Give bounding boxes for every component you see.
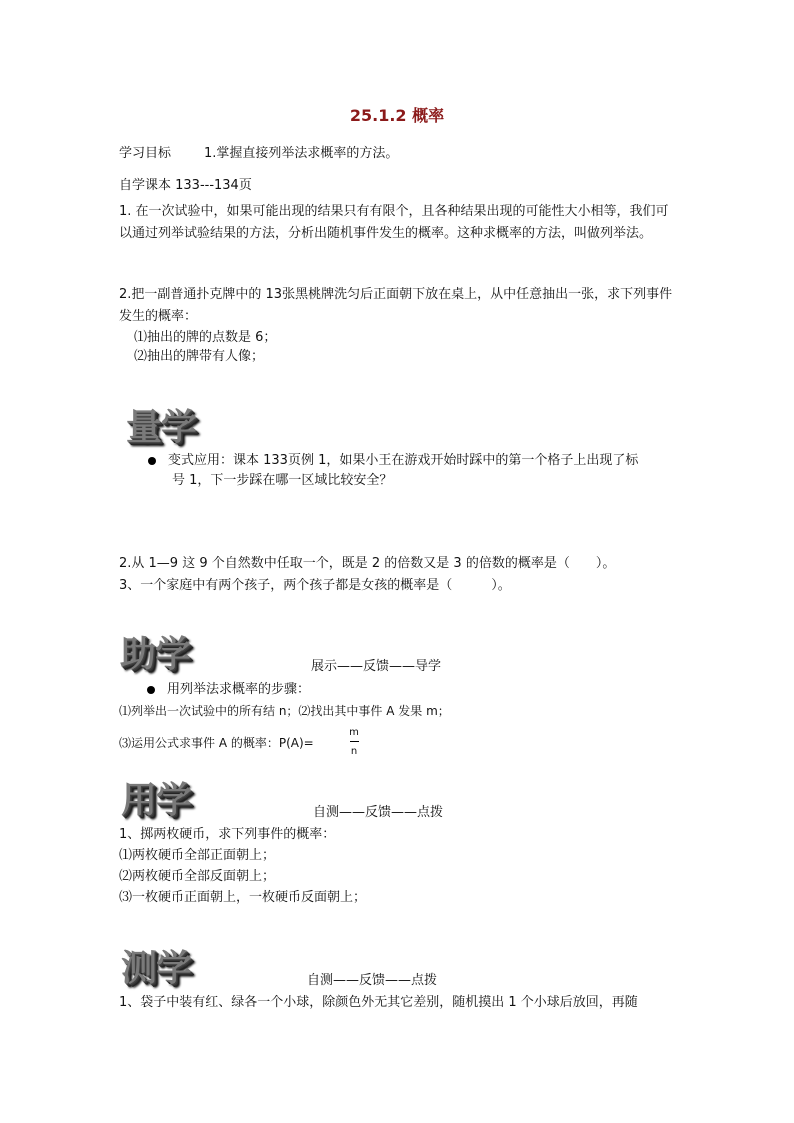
steps-line-3: ⑶运用公式求事件 A 的概率：P(A)=	[119, 736, 314, 750]
question-2-text: 2.把一副普通扑克牌中的 13张黑桃牌洗匀后正面朝下放在桌上，从中任意抽出一张，求下列事件发生的概率：	[119, 287, 673, 324]
yongxue-subtitle: 自测——反馈——点拨	[313, 805, 444, 820]
steps-intro: 用列举法求概率的步骤：	[167, 682, 311, 697]
coin-item-1: ⑴两枚硬币全部正面朝上；	[119, 848, 276, 863]
section-heading-yongxue: 用学	[121, 779, 192, 821]
question-2-item-1: ⑴抽出的牌的点数是 6；	[134, 330, 277, 345]
cexue-subtitle: 自测——反馈——点拨	[307, 973, 438, 988]
goal-label: 学习目标	[119, 146, 172, 161]
fraction-bar	[350, 741, 359, 742]
definition-paragraph: 1. 在一次试验中，如果可能出现的结果只有有限个，且各种结果出现的可能性大小相等，我们可以通过列举试验结果的方法，分析出随机事件发生的概率。这种求概率的方法，叫做列举法。	[119, 204, 669, 241]
goal-text: 1.掌握直接列举法求概率的方法。	[204, 146, 399, 161]
variant-question-line-2: 号 1，下一步踩在哪一区域比较安全？	[172, 473, 393, 488]
self-study-range: 自学课本 133---134页	[119, 178, 252, 193]
page-title: 25.1.2 概率	[349, 106, 445, 125]
bullet-icon	[147, 686, 155, 694]
coin-item-2: ⑵两枚硬币全部反面朝上；	[119, 869, 276, 884]
section-heading-cexue: 测学	[121, 947, 192, 989]
steps-line-1: ⑴列举出一次试验中的所有结 n；⑵找出其中事件 A 发果 m；	[119, 704, 450, 718]
zhuxue-subtitle: 展示——反馈——导学	[311, 659, 442, 674]
coin-question: 1、掷两枚硬币，求下列事件的概率：	[119, 827, 336, 842]
bullet-icon	[148, 457, 156, 465]
question-2-item-2: ⑵抽出的牌带有人像；	[134, 349, 265, 364]
ball-question: 1、袋子中装有红、绿各一个小球，除颜色外无其它差别，随机摸出 1 个小球后放回，再随	[119, 995, 638, 1010]
fraction-numerator: m	[349, 727, 359, 738]
probability-question-3: 3、一个家庭中有两个孩子，两个孩子都是女孩的概率是（ ）。	[119, 578, 511, 593]
coin-item-3: ⑶一枚硬币正面朝上，一枚硬币反面朝上；	[119, 890, 367, 905]
section-heading-zhuxue: 助学	[120, 633, 191, 675]
section-heading-liangxue: 量学	[126, 406, 197, 448]
probability-question-2: 2.从 1—9 这 9 个自然数中任取一个，既是 2 的倍数又是 3 的倍数的概率是（ ）。	[119, 556, 616, 571]
fraction-denominator: n	[350, 746, 358, 757]
variant-question-line-1: 变式应用：课本 133页例 1，如果小王在游戏开始时踩中的第一个格子上出现了标	[168, 453, 639, 468]
